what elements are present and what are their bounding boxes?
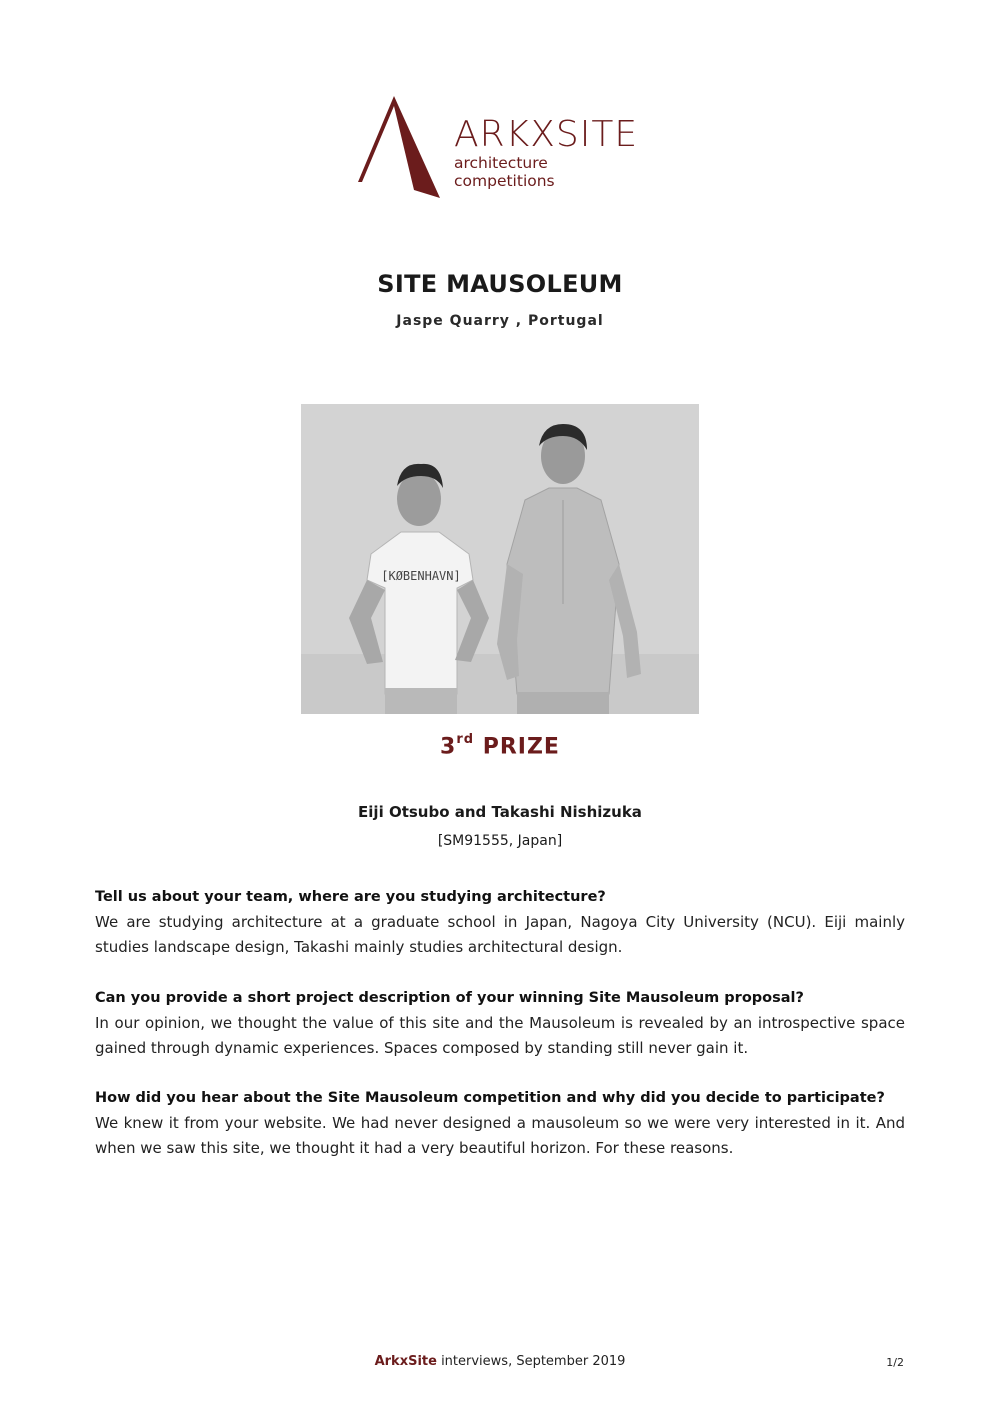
prize-number: 3 [440, 734, 457, 760]
footer-brand: ArkxSite [374, 1354, 437, 1369]
page-subtitle: Jaspe Quarry , Portugal [396, 313, 604, 329]
question: Tell us about your team, where are you studying architecture? [95, 889, 606, 905]
answer: We knew it from your website. We had never designed a mausoleum so we were very interested in it. And when we saw this site, we thought it had a very beautiful horizon. For these reasons. [95, 1114, 905, 1157]
prize-heading [0, 734, 1000, 759]
qa-block-competition [95, 1086, 905, 1161]
prize-suffix: rd [456, 732, 475, 747]
qa-block-team [95, 885, 905, 960]
question: How did you hear about the Site Mausoleum competition and why did you decide to participate? [95, 1090, 885, 1106]
footer-text: interviews, September 2019 [436, 1354, 626, 1369]
question: Can you provide a short project description of your winning Site Mausoleum proposal? [95, 990, 804, 1006]
logo-mark-icon [358, 96, 442, 200]
footer [0, 1354, 1000, 1369]
logo-text [454, 116, 648, 190]
arkxsite-logo [358, 96, 648, 200]
logo-name: ARKXSITE [454, 114, 639, 155]
qa-block-project [95, 986, 905, 1061]
winners-photo [301, 404, 699, 714]
answer: We are studying architecture at a graduate school in Japan, Nagoya City University (NCU). Eiji mainly studies landscape design, Takashi mainly studies architectural design. [95, 913, 905, 956]
prize-label: PRIZE [482, 734, 560, 760]
winner-names: Eiji Otsubo and Takashi Nishizuka [358, 803, 642, 821]
winners-photo-illustration [301, 404, 699, 714]
winner-id: [SM91555, Japan] [437, 833, 563, 849]
shirt-text: [KØBENHAVN] [381, 569, 461, 583]
answer: In our opinion, we thought the value of this site and the Mausoleum is revealed by an introspective space gained through dynamic experiences. Spaces composed by standing still never gain it. [95, 1014, 905, 1057]
page-number: 1/2 [886, 1356, 904, 1369]
logo-tagline: architecture competitions [454, 154, 555, 190]
page-title: SITE MAUSOLEUM [377, 270, 623, 298]
